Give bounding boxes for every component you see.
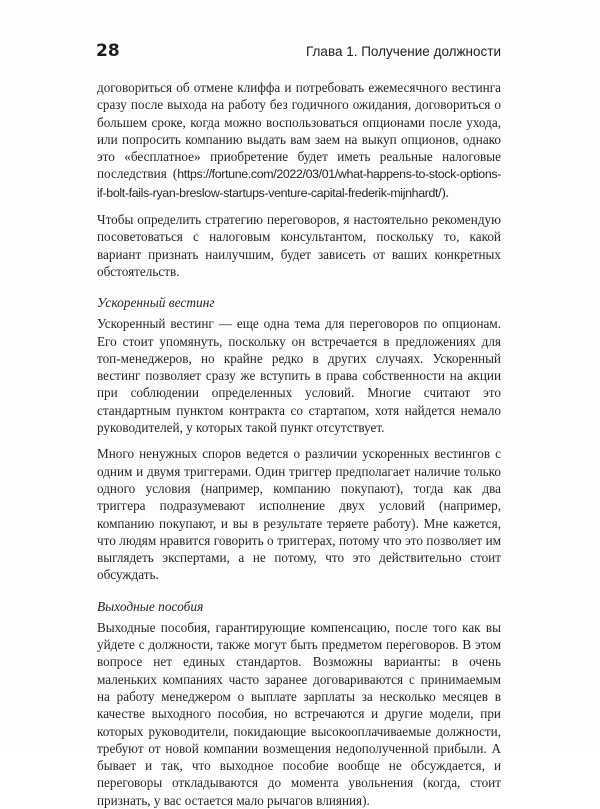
paragraph-tax-consultant: Чтобы определить стратегию переговоров, я настоятельно рекомендую посоветоваться с налоговым консультантом, поскольку то, какой вариант признать наилучшим, будет зависеть от ваших конкретных обстоятельств. — [97, 212, 501, 279]
paragraph-options-negotiation — [97, 79, 501, 202]
running-head — [96, 41, 501, 65]
fortune-url-link[interactable]: https://fortune.com/2022/03/01/what-happens-to-stock-options-if-bolt-fails-ryan-breslow-startups-venture-capital-frederik-mijnhardt/ — [97, 167, 501, 200]
paragraph-severance: Выходные пособия, гарантирующие компенсацию, после того как вы уйдете с должности, также могут быть предметом переговоров. В этом вопросе нет единых стандартов. Возможны варианты: в очень маленьких компаниях часто заранее договариваются с принимаемым на работу менеджером о выплате зарплаты за несколько месяцев в качестве выходного пособия, но встречаются и другие модели, при которых руководители, покидающие высокооплачиваемые должности, требуют от новой компании возмещения недополученной прибыли. А бывает и так, что выходное пособие вообще не обсуждается, и переговоры откладываются до момента увольнения (когда, стоит признать, у вас остается мало рычагов влияния). — [97, 619, 501, 808]
paragraph-text-end: ). — [441, 184, 449, 200]
chapter-title: Глава 1. Получение должности — [306, 44, 501, 59]
page-content — [97, 79, 501, 809]
page-number: 28 — [96, 41, 120, 61]
paragraph-triggers: Много ненужных споров ведется о различии ускоренных вестингов с одним и двумя триггерами. Один триггер предполагает наличие только одного условия (например, компанию покупают), тогда как два триггера подразумевают исполнение двух условий (например, компанию покупают, и вы в результате теряете работу). Мне кажется, что людям нравится говорить о триггерах, потому что это позволяет им выглядеть экспертами, а не потому, что это действительно стоит обсуждать. — [97, 446, 501, 583]
paragraph-text: договориться об отмене клиффа и потребовать ежемесячного вестинга сразу после выхода на работу без годичного ожидания, договориться о большем сроке, когда можно воспользоваться опционами после ухода, или попросить компанию выдать вам заем на выкуп опционов, однако это «бесплатное» приобретение будет иметь реальные налоговые последствия ( — [97, 80, 501, 182]
heading-severance: Выходные пособия — [97, 598, 204, 614]
paragraph-accelerated-vesting: Ускоренный вестинг — еще одна тема для переговоров по опционам. Его стоит упомянуть, поскольку он встречается в предложениях для топ-менеджеров, но крайне редко в других случаях. Ускоренный вестинг позволяет сразу же вступить в права собственности на акции при соблюдении определенных условий. Многие считают это стандартным пунктом контракта со стартапом, хотя найдется немало руководителей, у которых такой пункт отсутствует. — [97, 316, 501, 436]
heading-accelerated-vesting: Ускоренный вестинг — [97, 295, 215, 311]
